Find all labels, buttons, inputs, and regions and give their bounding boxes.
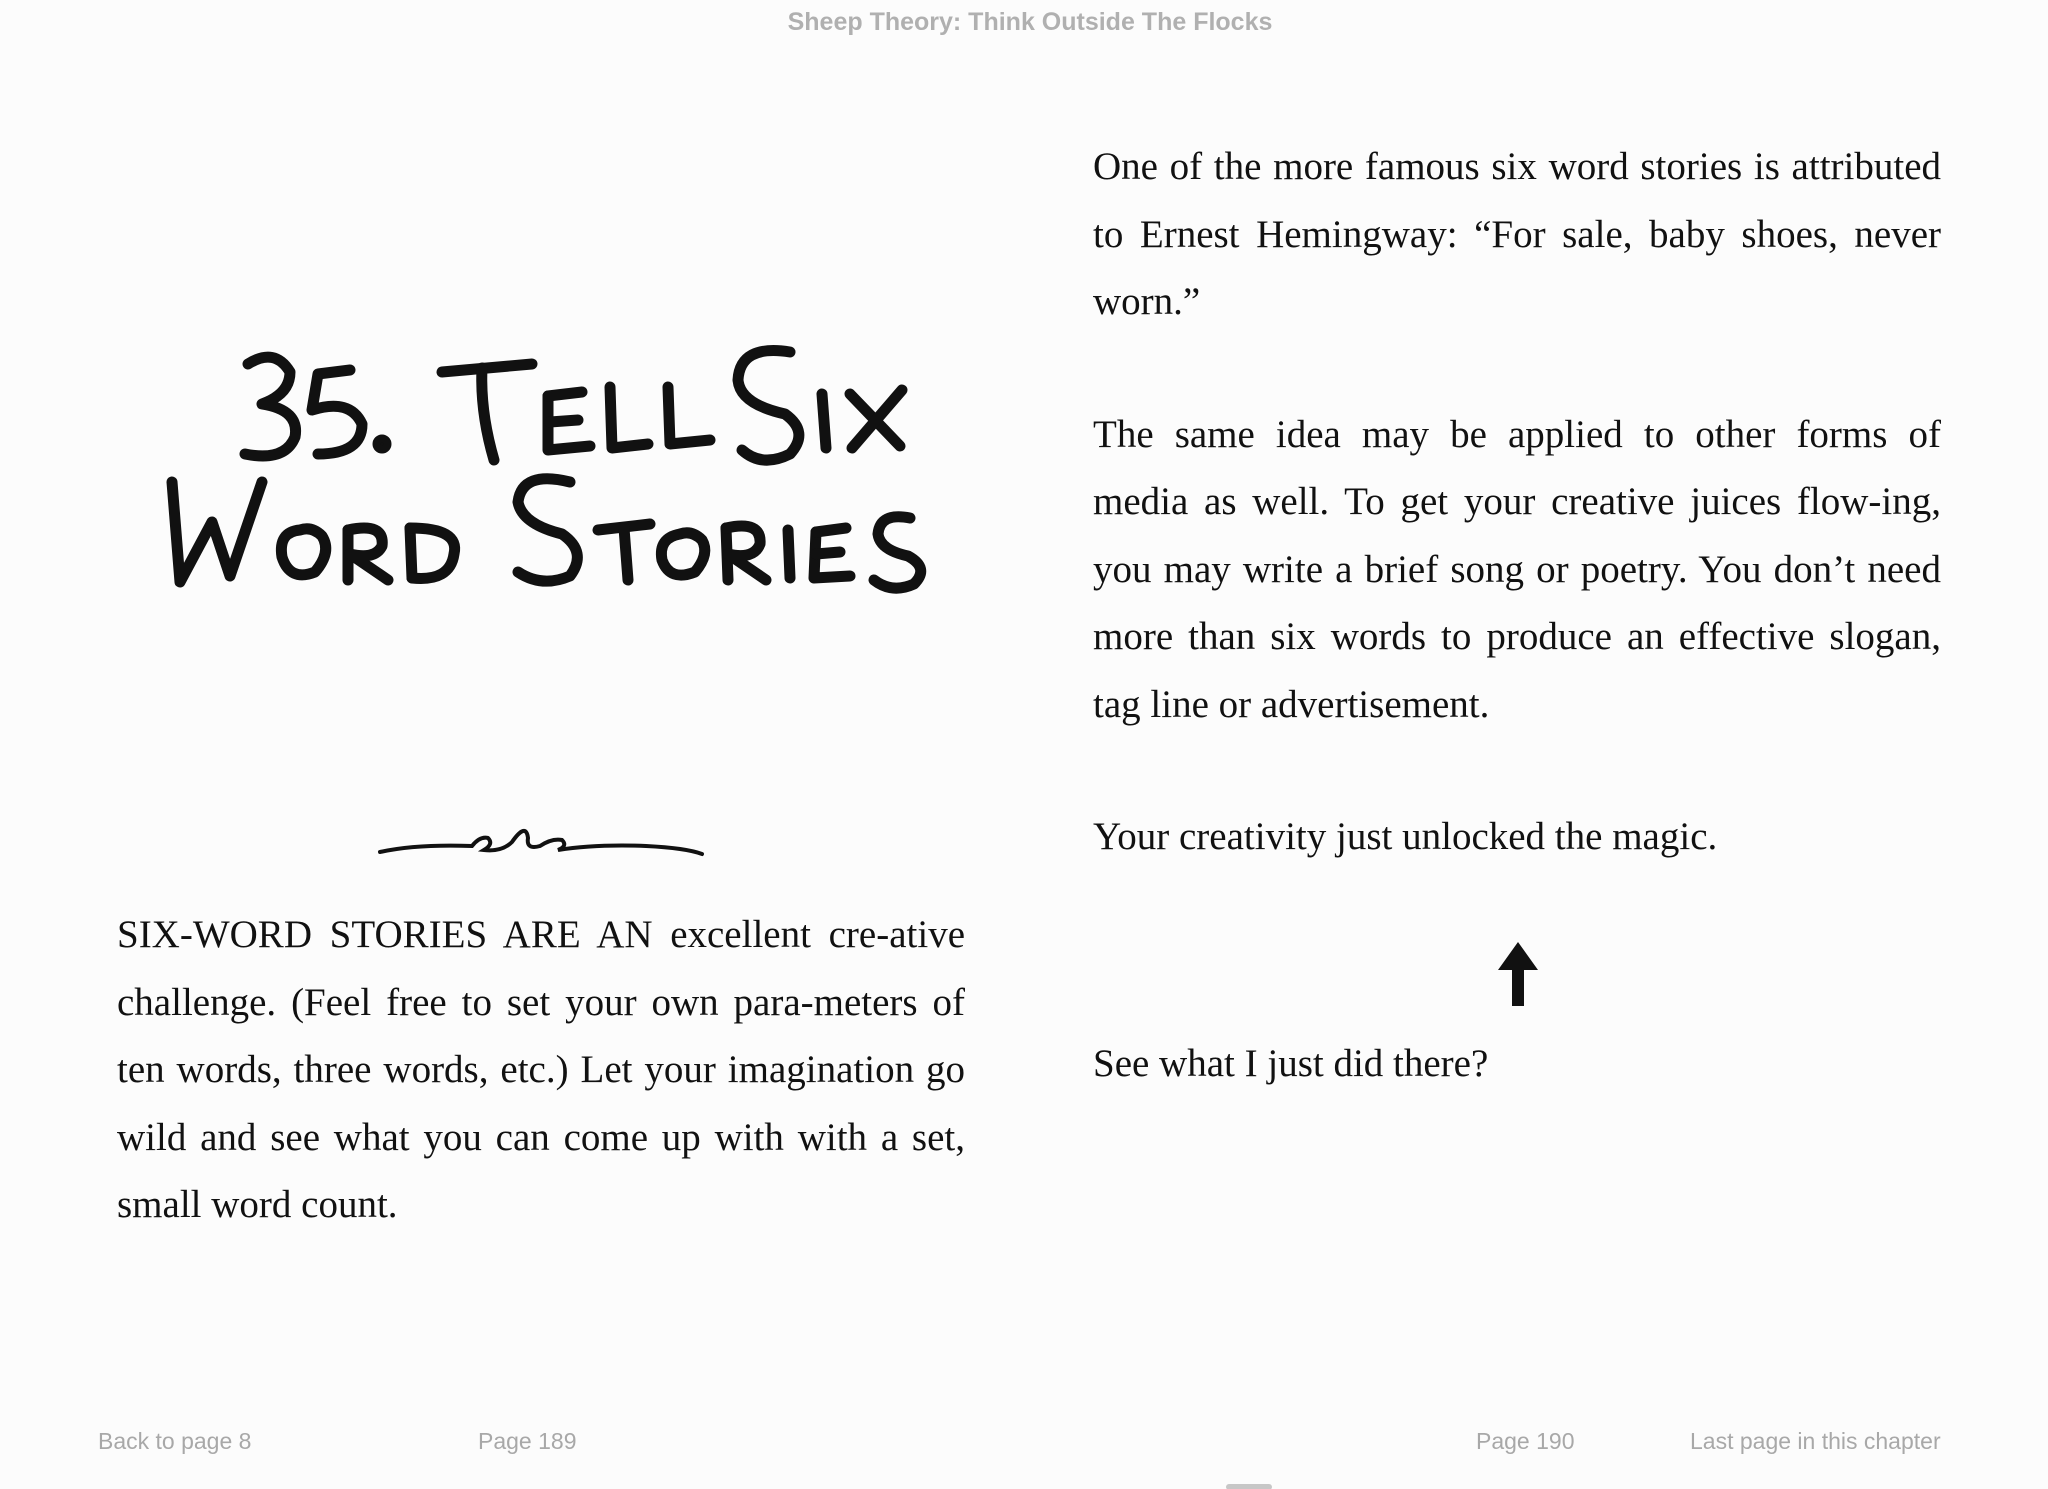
up-arrow-icon xyxy=(1494,940,1542,1008)
chapter-title xyxy=(150,332,930,597)
right-paragraph-hemingway: One of the more famous six word stories is attributed to Ernest Hemingway: “For sale, baby shoes, never worn.” xyxy=(1093,145,1941,323)
right-paragraph-see-what: See what I just did there? xyxy=(1093,1042,1489,1085)
chapter-status-label: Last page in this chapter xyxy=(1690,1428,1941,1454)
right-page-number: Page 190 xyxy=(1476,1428,1575,1454)
left-page-paragraph: SIX-WORD STORIES ARE AN excellent cre-ative challenge. (Feel free to set your own para-meters of ten words, three words, etc.) Let your imagination go wild and see what you can come up with with a set, small word count. xyxy=(117,913,965,1226)
right-paragraph-media: The same idea may be applied to other forms of media as well. To get your creative juices flow-ing, you may write a brief song or poetry. You don’t need more than six words to produce an effective slogan, tag line or advertisement. xyxy=(1093,412,1941,726)
back-to-page-link[interactable]: Back to page 8 xyxy=(98,1428,252,1454)
home-indicator[interactable] xyxy=(1226,1484,1272,1489)
book-title: Sheep Theory: Think Outside The Flocks xyxy=(787,8,1273,36)
left-page-number: Page 189 xyxy=(478,1428,577,1454)
right-paragraph-magic: Your creativity just unlocked the magic. xyxy=(1093,815,1718,858)
chapter-title-lettering xyxy=(150,332,930,592)
right-page-content xyxy=(1093,133,1941,936)
flourish-divider xyxy=(376,812,706,862)
